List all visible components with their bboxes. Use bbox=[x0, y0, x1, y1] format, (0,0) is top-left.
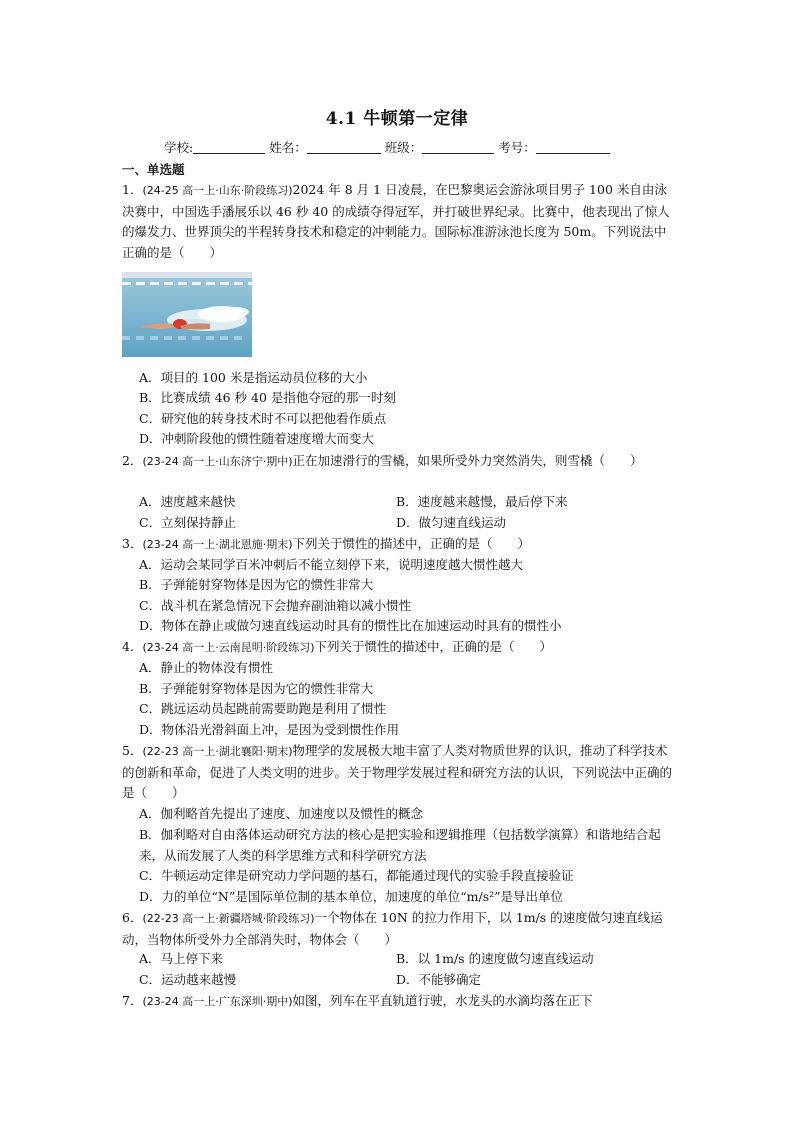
page-title: 4.1 牛顿第一定律 bbox=[325, 109, 469, 129]
q4-option-b: B．子弹能射穿物体是因为它的惯性非常大 bbox=[139, 681, 374, 696]
question-number: 6． bbox=[122, 910, 143, 925]
question-text: 物理学的发展极大地丰富了人类对物质世界的认识，推动了科学技术的创新和革命，促进了人类文明的进步。关于物理学发展过程和研究方法的认识，下列说法中正确的是（ ） bbox=[122, 743, 673, 800]
q5-option-a: A．伽利略首先提出了速度、加速度以及惯性的概念 bbox=[139, 806, 424, 821]
school-label: 学校: bbox=[164, 140, 194, 155]
question-number: 2． bbox=[122, 453, 143, 468]
question-text: 正在加速滑行的雪橇，如果所受外力突然消失，则雪橇（ ） bbox=[292, 453, 643, 468]
q4-option-c: C．跳远运动员起跳前需要助跑是利用了惯性 bbox=[139, 701, 387, 716]
question-source: (23-24 高一上·广东深圳·期中) bbox=[142, 995, 293, 1008]
q6-option-d: D．不能够确定 bbox=[396, 972, 482, 987]
question-source: (23-24 高一上·山东济宁·期中) bbox=[142, 455, 293, 468]
q1-option-c: C．研究他的转身技术时不可以把他看作质点 bbox=[139, 411, 387, 426]
q5-option-d: D．力的单位“N”是国际单位制的基本单位，加速度的单位“m/s²”是导出单位 bbox=[139, 889, 564, 904]
question-text: 下列关于惯性的描述中，正确的是（ ） bbox=[314, 639, 553, 654]
question-7 bbox=[122, 991, 674, 1013]
question-text: 下列关于惯性的描述中，正确的是（ ） bbox=[292, 536, 531, 551]
swimmer-photo bbox=[122, 272, 252, 357]
q3-option-a: A．运动会某同学百米冲刺后不能立刻停下来，说明速度越大惯性越大 bbox=[139, 557, 524, 572]
q2-option-d: D．做匀速直线运动 bbox=[396, 515, 507, 530]
section-heading: 一、单选题 bbox=[122, 162, 185, 177]
question-number: 1． bbox=[122, 182, 143, 197]
q6-option-b: B．以 1m/s 的速度做匀速直线运动 bbox=[396, 951, 594, 966]
q1-option-d: D．冲刺阶段他的惯性随着速度增大而变大 bbox=[139, 431, 375, 446]
question-6 bbox=[122, 908, 674, 950]
q2-option-c: C．立刻保持静止 bbox=[139, 515, 237, 530]
question-number: 3． bbox=[122, 536, 143, 551]
q6-option-c: C．运动越来越慢 bbox=[139, 972, 237, 987]
q5-option-c: C．牛顿运动定律是研究动力学问题的基石，都能通过现代的实验手段直接验证 bbox=[139, 868, 574, 883]
name-blank[interactable] bbox=[307, 140, 381, 154]
question-source: (24-25 高一上·山东·阶段练习) bbox=[142, 184, 293, 197]
student-info-line bbox=[164, 138, 610, 156]
question-3 bbox=[122, 534, 674, 556]
name-label: 姓名： bbox=[269, 140, 307, 155]
q1-option-b: B．比赛成绩 46 秒 40 是指他夺冠的那一时刻 bbox=[139, 390, 396, 405]
q5-option-b: B．伽利略对自由落体运动研究方法的核心是把实验和逻辑推理（包括数学演算）和谐地结合起来，从而发展了人类的科学思维方式和科学研究方法 bbox=[139, 827, 661, 863]
school-blank[interactable] bbox=[193, 140, 265, 154]
q4-option-d: D．物体沿光滑斜面上冲，是因为受到惯性作用 bbox=[139, 722, 400, 737]
exam-number-blank[interactable] bbox=[536, 140, 610, 154]
q4-option-a: A．静止的物体没有惯性 bbox=[139, 660, 274, 675]
q6-option-a: A．马上停下来 bbox=[139, 951, 224, 966]
question-source: (23-24 高一上·云南昆明·阶段练习) bbox=[142, 641, 315, 654]
question-text: 一个物体在 10N 的拉力作用下，以 1m/s 的速度做匀速直线运动，当物体所受外力全部消失时，物体会（ ） bbox=[122, 910, 663, 947]
question-number: 5． bbox=[122, 743, 143, 758]
q3-option-d: D．物体在静止或做匀速直线运动时具有的惯性比在加速运动时具有的惯性小 bbox=[139, 618, 562, 633]
class-blank[interactable] bbox=[422, 140, 494, 154]
exam-number-label: 考号： bbox=[498, 140, 536, 155]
question-1 bbox=[122, 180, 674, 263]
class-label: 班级： bbox=[384, 140, 423, 155]
question-source: (22-23 高一上·湖北襄阳·期末) bbox=[142, 745, 293, 758]
question-text: 2024 年 8 月 1 日凌晨，在巴黎奥运会游泳项目男子 100 米自由泳决赛中，中国选手潘展乐以 46 秒 40 的成绩夺得冠军，并打破世界纪录。比赛中，他表现出了惊人的爆发力、世界顶尖的半程转身技术和稳定的冲刺能力。国际标准游泳池长度为 50m。下列说法中正确的是（ ） bbox=[122, 182, 670, 260]
question-source: (23-24 高一上·湖北恩施·期末) bbox=[142, 538, 293, 551]
question-text: 如图，列车在平直轨道行驶，水龙头的水滴均落在正下 bbox=[292, 993, 593, 1008]
question-2 bbox=[122, 451, 674, 473]
q1-option-a: A．项目的 100 米是指运动员位移的大小 bbox=[139, 370, 368, 385]
question-5 bbox=[122, 741, 674, 804]
q2-option-b: B．速度越来越慢，最后停下来 bbox=[396, 494, 568, 509]
question-4 bbox=[122, 637, 674, 659]
question-number: 4． bbox=[122, 639, 143, 654]
q3-option-b: B．子弹能射穿物体是因为它的惯性非常大 bbox=[139, 577, 374, 592]
q2-option-a: A．速度越来越快 bbox=[139, 494, 236, 509]
q3-option-c: C．战斗机在紧急情况下会抛弃副油箱以减小惯性 bbox=[139, 598, 412, 613]
question-number: 7． bbox=[122, 993, 143, 1008]
question-source: (22-23 高一上·新疆塔城·阶段练习) bbox=[142, 912, 315, 925]
